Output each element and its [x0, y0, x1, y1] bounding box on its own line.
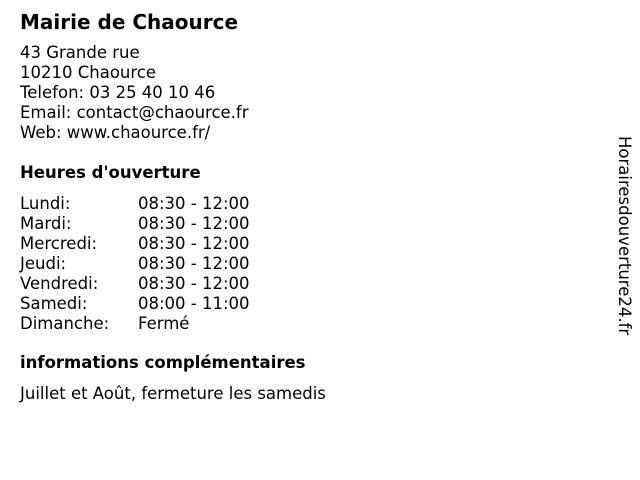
time-value: Fermé	[138, 314, 190, 333]
time-value: 08:30 - 12:00	[138, 194, 250, 213]
page-title: Mairie de Chaource	[20, 10, 239, 34]
opening-hours-heading: Heures d'ouverture	[20, 163, 201, 182]
time-value: 08:30 - 12:00	[138, 214, 250, 233]
site-watermark: Horairesdouverture24.fr	[615, 136, 634, 336]
day-label: Samedi:	[20, 294, 88, 313]
address-block	[20, 43, 249, 143]
day-label: Vendredi:	[20, 274, 99, 293]
additional-info-heading: informations complémentaires	[20, 353, 306, 372]
time-value: 08:30 - 12:00	[138, 274, 250, 293]
web-line: Web: www.chaource.fr/	[20, 123, 211, 142]
day-label: Mardi:	[20, 214, 72, 233]
day-label: Lundi:	[20, 194, 71, 213]
time-value: 08:30 - 12:00	[138, 254, 250, 273]
phone-line: Telefon: 03 25 40 10 46	[20, 83, 216, 102]
email-line: Email: contact@chaource.fr	[20, 103, 249, 122]
day-label: Jeudi:	[20, 254, 67, 273]
additional-info-text: Juillet et Août, fermeture les samedis	[20, 384, 326, 403]
street-line: 43 Grande rue	[20, 43, 140, 62]
day-label: Dimanche:	[20, 314, 110, 333]
city-line: 10210 Chaource	[20, 63, 157, 82]
day-label: Mercredi:	[20, 234, 98, 253]
time-value: 08:00 - 11:00	[138, 294, 250, 313]
time-value: 08:30 - 12:00	[138, 234, 250, 253]
